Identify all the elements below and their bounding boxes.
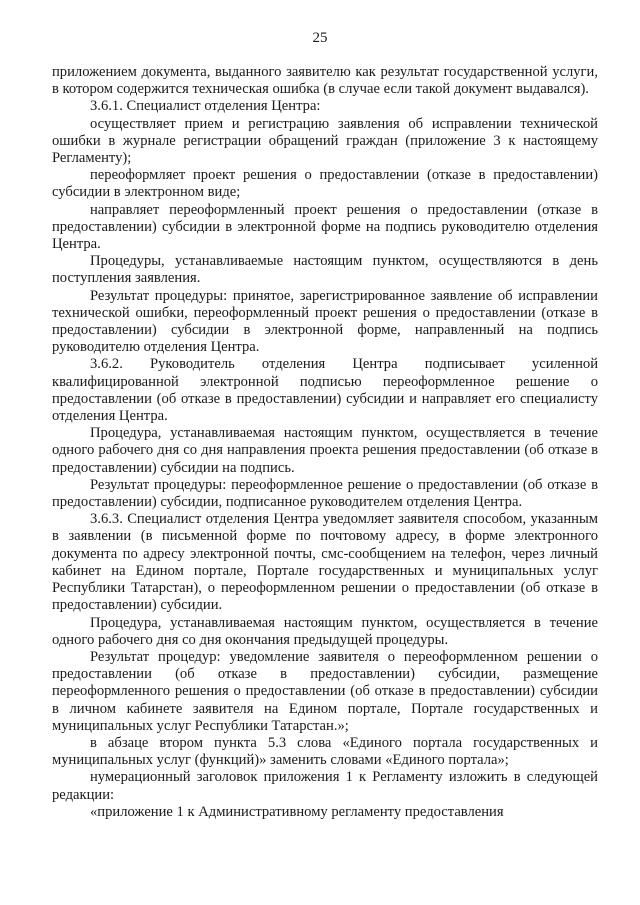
paragraph: 3.6.3. Специалист отделения Центра уведомляет заявителя способом, указанным в заявлении (в письменной форме по почтовому адресу, в форме электронного документа по адресу электронной почты, смс-сообщением на телефон, через личный кабинет на Едином портале, Портале государственных и муниципальных услуг Республики Татарстан), о переоформленном решении о предоставлении (об отказе в предоставлении) субсидии. [52,511,598,614]
paragraph: Результат процедур: уведомление заявителя о переоформленном решении о предоставлении (об отказе в предоставлении) субсидии, размещение переоформленного решения о предоставлении (об отказе в предоставлении) субсидии в личном кабинете заявителя на Едином портале, Портале государственных и муниципальных услуг Республики Татарстан.»; [52,648,598,734]
page-number: 25 [312,30,328,46]
paragraph: 3.6.1. Специалист отделения Центра: [90,98,321,115]
paragraph: приложением документа, выданного заявителю как результат государственной услуги, в котором содержится техническая ошибка (в случае если такой документ выдавался). [52,64,598,98]
paragraph: Процедура, устанавливаемая настоящим пунктом, осуществляется в течение одного рабочего дня со дня направления проекта решения предоставлении (об отказе в предоставлении) субсидии на подпись. [52,425,598,476]
paragraph: 3.6.2. Руководитель отделения Центра подписывает усиленной квалифицированной электронной подписью переоформленное решение о предоставлении (об отказе в предоставлении) субсидии и направляет его специалисту отделения Центра. [52,356,598,425]
paragraph: Процедура, устанавливаемая настоящим пунктом, осуществляется в течение одного рабочего дня со дня окончания предыдущей процедуры. [52,614,598,648]
paragraph: Результат процедуры: переоформленное решение о предоставлении (об отказе в предоставлении) субсидии, подписанное руководителем отделения Центра. [52,476,598,511]
paragraph: Процедуры, устанавливаемые настоящим пунктом, осуществляются в день поступления заявления. [52,253,598,287]
paragraph: «приложение 1 к Административному регламенту предоставления [90,803,504,820]
paragraph: осуществляет прием и регистрацию заявления об исправлении технической ошибки в журнале регистрации обращений граждан (приложение 3 к настоящему Регламенту); [52,115,598,167]
paragraph: направляет переоформленный проект решения о предоставлении (отказе в предоставлении) субсидии в электронной форме на подпись руководителю отделения Центра. [52,201,598,253]
paragraph: в абзаце втором пункта 5.3 слова «Единого портала государственных и муниципальных услуг (функций)» заменить словами «Единого портала»; [52,734,598,769]
paragraph: нумерационный заголовок приложения 1 к Регламенту изложить в следующей редакции: [52,769,598,803]
document-body [52,64,598,821]
paragraph: переоформляет проект решения о предоставлении (отказе в предоставлении) субсидии в электронном виде; [52,167,598,201]
paragraph: Результат процедуры: принятое, зарегистрированное заявление об исправлении технической ошибки, переоформленный проект решения о предоставлении (отказе в предоставлении) субсидии в электронной форме, направленный на подпись руководителю отделения Центра. [52,287,598,356]
